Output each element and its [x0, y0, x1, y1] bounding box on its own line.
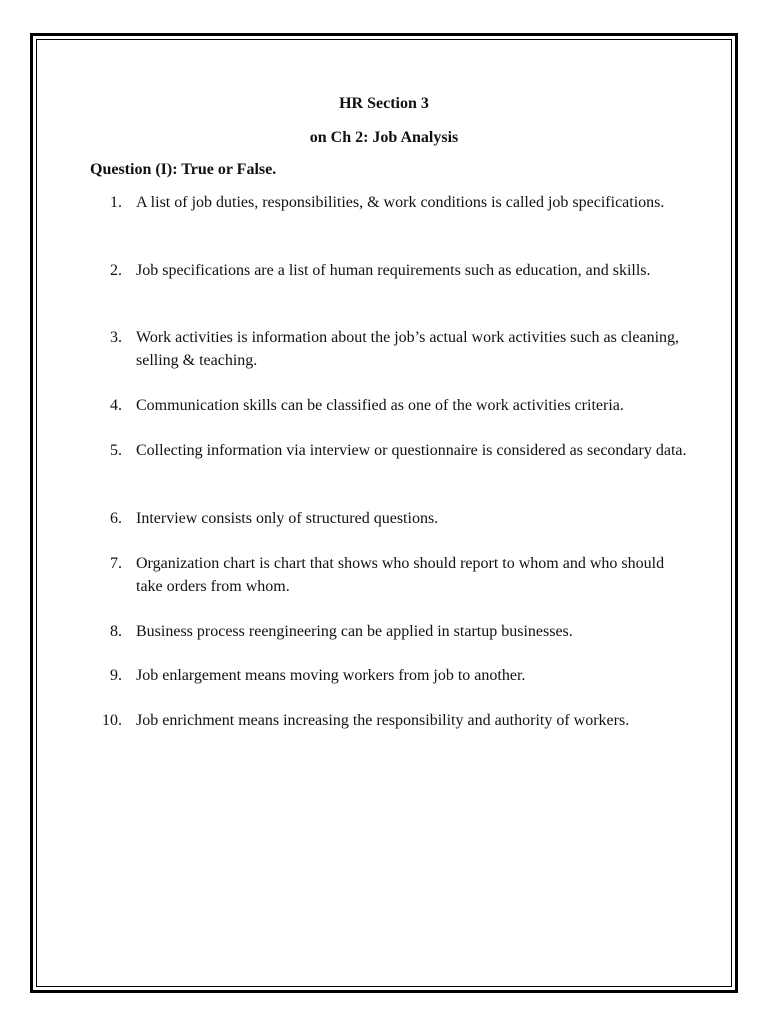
question-number: 8. [110, 623, 122, 640]
question-text: Work activities is information about the job’s actual work activities such as cleaning, selling & teaching. [136, 329, 680, 369]
question-item-7 [110, 552, 690, 598]
question-number: 7. [110, 555, 122, 572]
question-number: 1. [110, 194, 122, 211]
question-number: 4. [110, 397, 122, 414]
question-item-6 [110, 507, 690, 530]
question-text: Job specifications are a list of human requirements such as education, and skills. [136, 262, 651, 279]
question-text: Job enlargement means moving workers from job to another. [136, 667, 526, 684]
question-item-2 [110, 259, 690, 282]
question-text: Organization chart is chart that shows who should report to whom and who should take orders from whom. [136, 555, 665, 595]
question-heading: Question (I): True or False. [90, 161, 277, 178]
question-number: 6. [110, 510, 122, 527]
question-item-8 [110, 620, 690, 643]
document-title: HR Section 3 [339, 95, 429, 112]
question-text: Collecting information via interview or questionnaire is considered as secondary data. [136, 442, 687, 459]
question-number: 10. [102, 712, 122, 729]
question-item-5 [110, 439, 690, 462]
question-text: Job enrichment means increasing the responsibility and authority of workers. [136, 712, 630, 729]
document-subtitle: on Ch 2: Job Analysis [309, 129, 459, 146]
question-text: A list of job duties, responsibilities, & work conditions is called job specifications. [136, 194, 665, 211]
question-number: 3. [110, 329, 122, 346]
question-text: Communication skills can be classified as one of the work activities criteria. [136, 397, 624, 414]
question-item-4 [110, 394, 690, 417]
question-item-1 [110, 191, 690, 214]
question-item-10 [102, 709, 702, 732]
question-item-3 [110, 326, 690, 372]
question-item-9 [110, 664, 690, 687]
question-text: Interview consists only of structured questions. [136, 510, 439, 527]
question-number: 9. [110, 667, 122, 684]
question-number: 2. [110, 262, 122, 279]
question-number: 5. [110, 442, 122, 459]
question-text: Business process reengineering can be applied in startup businesses. [136, 623, 573, 640]
